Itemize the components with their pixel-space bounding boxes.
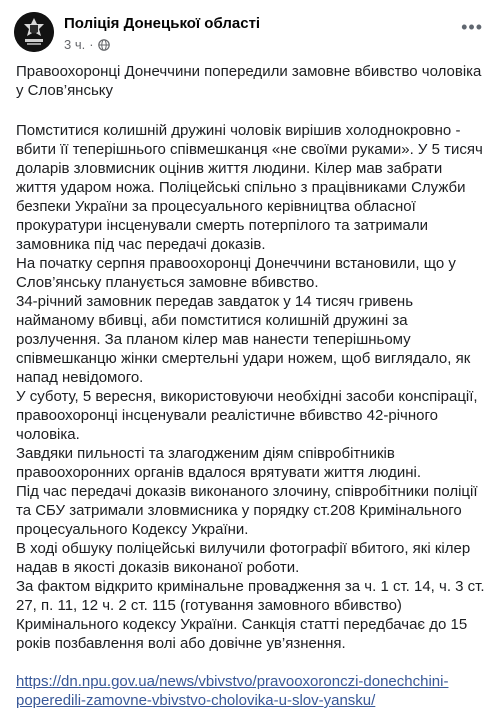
post-paragraph: У суботу, 5 вересня, використовуючи необхідні засоби конспірації, правоохоронці інсценували реалістичне вбивство 42-річного чоловіка. [16,388,478,443]
meta-separator: · [89,37,94,52]
post-paragraph: Помститися колишній дружині чоловік вирішив холоднокровно - вбити її теперішнього співмешканця «не своїми руками». У 5 тисяч доларів зловмисник оцінив життя людини. Кілер мав забрати життя ударом ножа. Поліцейські спільно з працівниками Служби безпеки України за процесуального керівництва обласної прокуратури інсценували смерть потерпілого та затримали замовника під час передачі доказів. [16,122,483,253]
post-meta [64,37,110,52]
post-title: Правоохоронці Донеччини попередили замовне вбивство чоловіка у Слов’янську [16,63,482,99]
post-content [16,62,486,710]
police-badge-icon[interactable] [14,12,54,52]
post-paragraph: Завдяки пильності та злагодженим діям співробітників правоохоронних органів вдалося врятувати життя людині. [16,445,422,481]
globe-icon [98,39,110,51]
post-time[interactable]: 3 ч. [64,37,86,52]
post-header [14,9,485,55]
article-link[interactable]: https://dn.npu.gov.ua/news/vbivstvo/pravooxoronczi-donechchini-poperedili-zamovne-vbivstvo-cholovika-u-slov-yansku/ [16,673,449,709]
more-horizontal-icon[interactable]: ••• [461,17,483,37]
post-paragraph: 34-річний замовник передав завдаток у 14 тисяч гривень найманому вбивці, аби помститися колишній дружині за розлучення. За планом кілер мав нанести теперішньому співмешканцю жінки смертельні удари ножем, щоб виглядало, як напад невідомого. [16,293,471,386]
post-paragraph: На початку серпня правоохоронці Донеччини встановили, що у Слов’янську планується замовне вбивство. [16,255,456,291]
post-paragraph: В ході обшуку поліцейські вилучили фотографії вбитого, які кілер надав в якості доказів виконаної роботи. [16,540,471,576]
page-author[interactable]: Поліція Донецької області [64,15,261,32]
post-paragraph: Під час передачі доказів виконаного злочину, співробітники поліції та СБУ затримали зловмисника у порядку ст.208 Кримінального процесуального Кодексу України. [16,483,478,538]
post-paragraph: За фактом відкрито кримінальне провадження за ч. 1 ст. 14, ч. 3 ст. 27, п. 11, 12 ч. 2 ст. 115 (готування замовного вбивство) Кримінального кодексу України. Санкція статті передбачає до 15 років позбавлення волі або довічне ув’язнення. [16,578,485,652]
